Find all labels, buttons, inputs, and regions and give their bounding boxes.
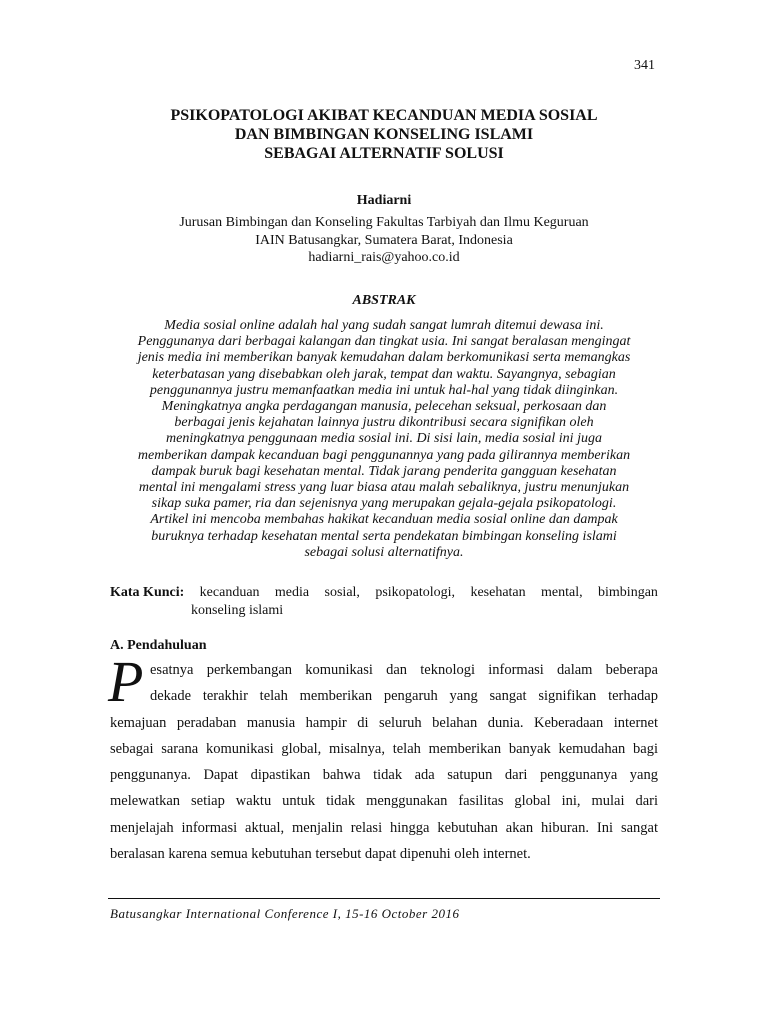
keyword-word: kecanduan [199,585,260,600]
body-line: menjelajah informasi aktual, menjalin relasi hingga kebutuhan akan hiburan. Ini sangat [110,819,658,836]
keyword-word: sosial, [324,585,360,600]
abstract-line: buruknya terhadap kesehatan mental serta pendekatan bimbingan konseling islami [151,528,617,544]
abstract-line: sebagai solusi alternatifnya. [304,544,464,560]
abstract-line: Meningkatnya angka perdagangan manusia, pelecehan seksual, perkosaan dan [161,399,607,415]
drop-cap: P [108,649,144,714]
abstract-line: Artikel ini mencoba membahas hakikat kecanduan media sosial online dan dampak [150,512,618,528]
keyword-word: psikopatologi, [375,585,456,600]
keywords-line [110,584,658,602]
abstract-line: dampak buruk bagi kesehatan mental. Tidak jarang penderita gangguan kesehatan [151,463,617,479]
abstract-line: Penggunanya dari berbagai kalangan dan tingkat usia. Ini sangat beralasan mengingat [137,334,631,350]
abstract-line: meningkatnya penggunaan media sosial ini. Di sisi lain, media sosial ini juga [166,431,602,447]
abstract-line: Media sosial online adalah hal yang sudah sangat lumrah ditemui dewasa ini. [164,318,604,333]
title-line: DAN BIMBINGAN KONSELING ISLAMI [234,126,534,143]
affiliation-line: Jurusan Bimbingan dan Konseling Fakultas Tarbiyah dan Ilmu Keguruan [179,215,589,230]
body-line: dekade terakhir telah memberikan pengaruh yang sangat signifikan terhadap [150,688,658,705]
abstract-line: berbagai jenis kejahatan lainnya justru dikontribusi secara signifikan oleh [174,415,594,431]
title-line: SEBAGAI ALTERNATIF SOLUSI [264,145,504,162]
section-heading: A. Pendahuluan [110,638,207,653]
abstract-line: memberikan dampak kecanduan bagi penggunannya yang pada gilirannya memberikan [137,447,631,463]
abstract-body [100,318,668,561]
abstract-line: mental ini mengalami stress yang luar biasa atau malah sebaliknya, justru menunjukan [138,480,630,496]
abstract-line: penggunannya justru memanfaatkan media ini untuk hal-hal yang tidak diinginkan. [149,382,619,398]
keywords [110,584,658,620]
footer-divider [108,898,660,899]
body-line: melewatkan setiap waktu untuk tidak menggunakan fasilitas global ini, mulai dari [110,793,658,810]
body-paragraph [110,660,658,870]
keyword-word: kesehatan [470,585,526,600]
abstract-line: keterbatasan yang disebabkan oleh jarak, tempat dan waktu. Sayangnya, sebagian [152,366,616,382]
abstract-heading: ABSTRAK [352,293,416,308]
abstract-line: jenis media ini memberikan banyak kemudahan dalam berkomunikasi serta memangkas [137,350,631,366]
affiliation-line: IAIN Batusangkar, Sumatera Barat, Indonesia [255,232,513,248]
keyword-word: media [274,585,310,600]
title-line: PSIKOPATOLOGI AKIBAT KECANDUAN MEDIA SOSIAL [170,107,598,124]
body-line: esatnya perkembangan komunikasi dan teknologi informasi dalam beberapa [150,662,658,678]
keyword-word: mental, [541,585,583,600]
page-number: 341 [634,58,655,73]
body-line: kemajuan peradaban manusia hampir di seluruh belahan dunia. Keberadaan internet [110,714,658,731]
body-line: sebagai sarana komunikasi global, misalnya, telah memberikan banyak kemudahan bagi [110,740,658,757]
keywords-label: Kata Kunci: [110,585,185,600]
footer-conference: Batusangkar International Conference I, 15-16 October 2016 [110,906,460,921]
body-line: penggunanya. Dapat dipastikan bahwa tidak ada satupun dari penggunanya yang [110,767,658,784]
author-name: Hadiarni [356,193,412,208]
author-affiliation [0,214,768,267]
keyword-word: bimbingan [598,585,658,600]
body-line: beralasan karena semua kebutuhan tersebut dapat dipenuhi oleh internet. [110,846,531,863]
paper-title [100,106,668,163]
author-email: hadiarni_rais@yahoo.co.id [308,250,460,265]
keywords-continuation: konseling islami [191,603,284,618]
abstract-line: sikap suka pamer, ria dan sejenisnya yang merupakan gejala-gejala psikopatologi. [151,496,617,512]
